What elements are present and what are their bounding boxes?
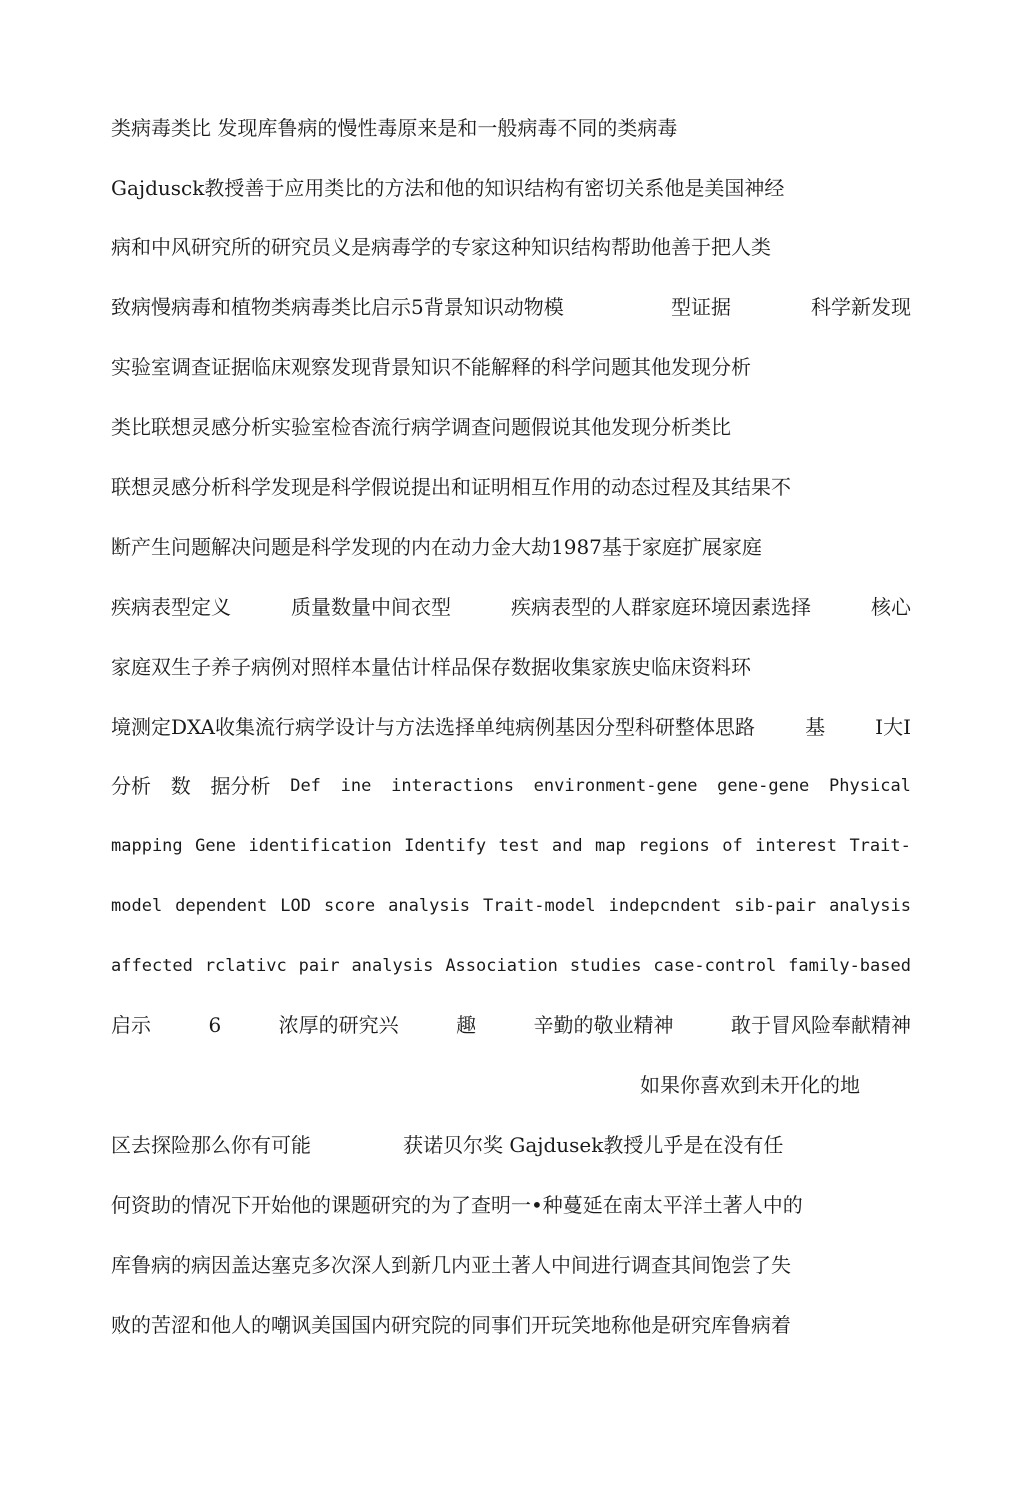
line-14-word-2: dependent	[175, 896, 268, 916]
text-line-12	[111, 772, 911, 800]
line-14-word-8: sib-pair	[734, 896, 817, 916]
line-13-word-6: and	[551, 836, 583, 856]
text-line-18	[111, 1131, 911, 1159]
line-9-seg-3: 疾病表型的人群家庭环境因素选择	[511, 595, 811, 619]
text-line-1: 类病毒类比 发现库鲁病的慢性毒原来是和一般病毒不同的类病毒	[111, 116, 678, 140]
line-9-seg-4: 核心	[871, 595, 911, 619]
line-14-word-7: indepcndent	[608, 896, 722, 916]
line-15-word-6: studies	[569, 956, 642, 976]
text-line-8: 断产生问题解决问题是科学发现的内在动力金大劫1987基于家庭扩展家庭	[111, 535, 762, 559]
line-15-word-7: case-control	[653, 956, 777, 976]
line-13-word-2: Gene	[195, 836, 237, 856]
line-12-word-6: interactions	[391, 776, 514, 796]
line-4-seg-3: 科学新发现	[811, 295, 911, 319]
text-line-3: 病和中风研究所的研究员义是病毒学的专家这种知识结构帮助他善于把人类	[111, 235, 771, 259]
line-13-word-11: Trait-	[849, 836, 911, 856]
line-14-word-3: LOD	[280, 896, 311, 916]
text-line-6: 类比联想灵感分析实验室检杳流行病学调查问题假说其他发现分析类比	[111, 415, 731, 439]
text-line-15	[111, 952, 911, 980]
text-line-13	[111, 832, 911, 860]
line-14-word-4: score	[323, 896, 376, 916]
line-16-seg-2: 6	[208, 1013, 222, 1037]
line-12-word-8: gene-gene	[717, 776, 810, 796]
line-15-word-4: analysis	[351, 956, 434, 976]
line-16-seg-1: 启示	[111, 1013, 151, 1037]
line-12-word-7: environment-gene	[533, 776, 698, 796]
line-16-seg-6: 敢于冒风险奉献精神	[731, 1013, 911, 1037]
line-18-seg-2: 获诺贝尔奖 Gajdusek教授儿乎是在没有任	[403, 1133, 784, 1157]
line-11-seg-1: 境测定DXA收集流行病学设计与方法选择单纯病例基因分型科研整体思路	[111, 715, 756, 739]
text-line-10: 家庭双生子养子病例对照样本量估计样品保存数据收集家族史临床资料环	[111, 655, 751, 679]
text-line-2: Gajdusck教授善于应用类比的方法和他的知识结构有密切关系他是美国神经	[111, 176, 785, 200]
line-14-word-9: analysis	[829, 896, 911, 916]
line-15-word-1: affected	[111, 956, 193, 976]
line-15-word-8: family-based	[788, 956, 911, 976]
line-9-seg-2: 质量数量中间衣型	[291, 595, 451, 619]
line-4-seg-1: 致病慢病毒和植物类病毒类比启示5背景知识动物模	[111, 295, 564, 319]
text-line-19: 何资助的情况下开始他的课题研究的为了查明一•种蔓延在南太平洋土著人中的	[111, 1193, 803, 1217]
line-14-word-6: Trait-model	[483, 896, 596, 916]
line-16-seg-3: 浓厚的研究兴	[278, 1013, 399, 1037]
line-13-word-7: map	[595, 836, 626, 856]
line-13-word-8: regions	[638, 836, 710, 856]
text-line-4	[111, 293, 911, 321]
line-12-word-2: 数	[170, 774, 191, 798]
text-line-20: 库鲁病的病因盖达塞克多次深人到新几内亚土著人中间进行调查其间饱尝了失	[111, 1253, 791, 1277]
line-14-word-1: model	[111, 896, 163, 916]
line-4-seg-2: 型证据	[671, 295, 731, 319]
line-13-word-10: interest	[755, 836, 838, 856]
line-12-word-1: 分析	[111, 774, 151, 798]
text-line-5: 实验室调查证据临床观察发现背景知识不能解释的科学问题其他发现分析	[111, 355, 751, 379]
line-9-seg-1: 疾病表型定义	[111, 595, 231, 619]
line-15-word-3: pair	[298, 956, 340, 976]
line-13-word-3: identification	[248, 836, 392, 856]
line-12-word-3: 据分析	[210, 774, 271, 798]
line-12-word-4: Def	[290, 776, 321, 796]
text-line-17: 如果你喜欢到未开化的地	[640, 1073, 860, 1097]
text-line-14	[111, 892, 911, 920]
text-line-21: 败的苦涩和他人的嘲讽美国国内研究院的同事们开玩笑地称他是研究库鲁病着	[111, 1313, 791, 1337]
line-13-word-1: mapping	[111, 836, 183, 856]
line-11-seg-3: I大I	[875, 715, 911, 739]
text-line-11	[111, 713, 911, 741]
text-line-7: 联想灵感分析科学发现是科学假说提出和证明相互作用的动态过程及其结果不	[111, 475, 791, 499]
line-14-word-5: analysis	[388, 896, 471, 916]
line-16-seg-4: 趣	[456, 1013, 477, 1037]
line-16-seg-5: 辛勤的敬业精神	[533, 1013, 674, 1037]
line-13-word-5: test	[498, 836, 540, 856]
text-line-16	[111, 1011, 911, 1039]
line-18-seg-1: 区去探险那么你有可能	[111, 1133, 311, 1157]
line-11-seg-2: 基	[805, 715, 826, 739]
line-12-word-9: Physical	[829, 776, 911, 796]
line-13-word-4: Identify	[404, 836, 487, 856]
line-15-word-5: Association	[445, 956, 558, 976]
line-12-word-5: ine	[340, 776, 372, 796]
line-15-word-2: rclativc	[204, 956, 287, 976]
text-line-9	[111, 593, 911, 621]
line-13-word-9: of	[722, 836, 743, 856]
